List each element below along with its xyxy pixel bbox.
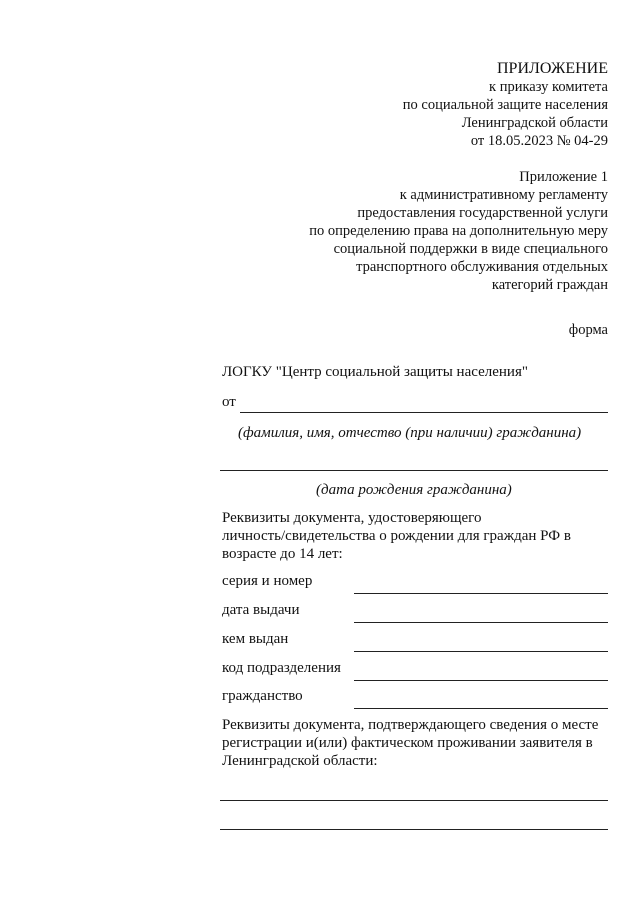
series-number-label: серия и номер — [222, 573, 313, 589]
appendix1-line: к административному регламенту — [399, 187, 608, 203]
issue-date-label: дата выдачи — [222, 602, 300, 618]
form-label: форма — [568, 322, 608, 338]
issued-by-label: кем выдан — [222, 631, 289, 647]
appendix1-line: по определению права на дополнительную меру — [309, 223, 608, 239]
registration-input-line-1[interactable] — [220, 800, 608, 801]
appendix1-line: транспортного обслуживания отдельных — [356, 259, 608, 275]
appendix1-title: Приложение 1 — [519, 169, 608, 185]
issue-date-input-line[interactable] — [354, 622, 608, 623]
dob-caption: (дата рождения гражданина) — [316, 482, 512, 498]
identity-doc-heading: Реквизиты документа, удостоверяющего — [222, 510, 482, 526]
header-line: к приказу комитета — [489, 79, 608, 95]
header-line: Ленинградской области — [461, 115, 608, 131]
registration-doc-heading: Ленинградской области: — [222, 753, 378, 769]
header-line: по социальной защите населения — [402, 97, 608, 113]
registration-doc-heading: регистрации и(или) фактическом проживании заявителя в — [222, 735, 593, 751]
registration-doc-heading: Реквизиты документа, подтверждающего сведения о месте — [222, 717, 599, 733]
division-code-input-line[interactable] — [354, 680, 608, 681]
identity-doc-heading: возрасте до 14 лет: — [222, 546, 343, 562]
recipient-name: ЛОГКУ "Центр социальной защиты населения" — [222, 364, 528, 380]
order-appendix-header — [403, 60, 608, 150]
fio-caption: (фамилия, имя, отчество (при наличии) гражданина) — [238, 425, 582, 441]
appendix-title: ПРИЛОЖЕНИЕ — [496, 60, 608, 77]
from-label: от — [222, 394, 236, 410]
series-number-input-line[interactable] — [354, 593, 608, 594]
appendix1-line: социальной поддержки в виде специального — [333, 241, 608, 257]
regulation-appendix-header — [309, 168, 608, 294]
citizenship-input-line[interactable] — [354, 708, 608, 709]
citizenship-label: гражданство — [222, 688, 303, 704]
registration-input-line-2[interactable] — [220, 829, 608, 830]
fio-input-line[interactable] — [240, 412, 608, 413]
appendix1-line: категорий граждан — [491, 277, 608, 293]
issued-by-input-line[interactable] — [354, 651, 608, 652]
order-date-number: от 18.05.2023 № 04-29 — [470, 133, 608, 149]
dob-input-line[interactable] — [220, 470, 608, 471]
appendix1-line: предоставления государственной услуги — [357, 205, 608, 221]
identity-doc-heading: личность/свидетельства о рождении для граждан РФ в — [222, 528, 571, 544]
division-code-label: код подразделения — [222, 660, 341, 676]
